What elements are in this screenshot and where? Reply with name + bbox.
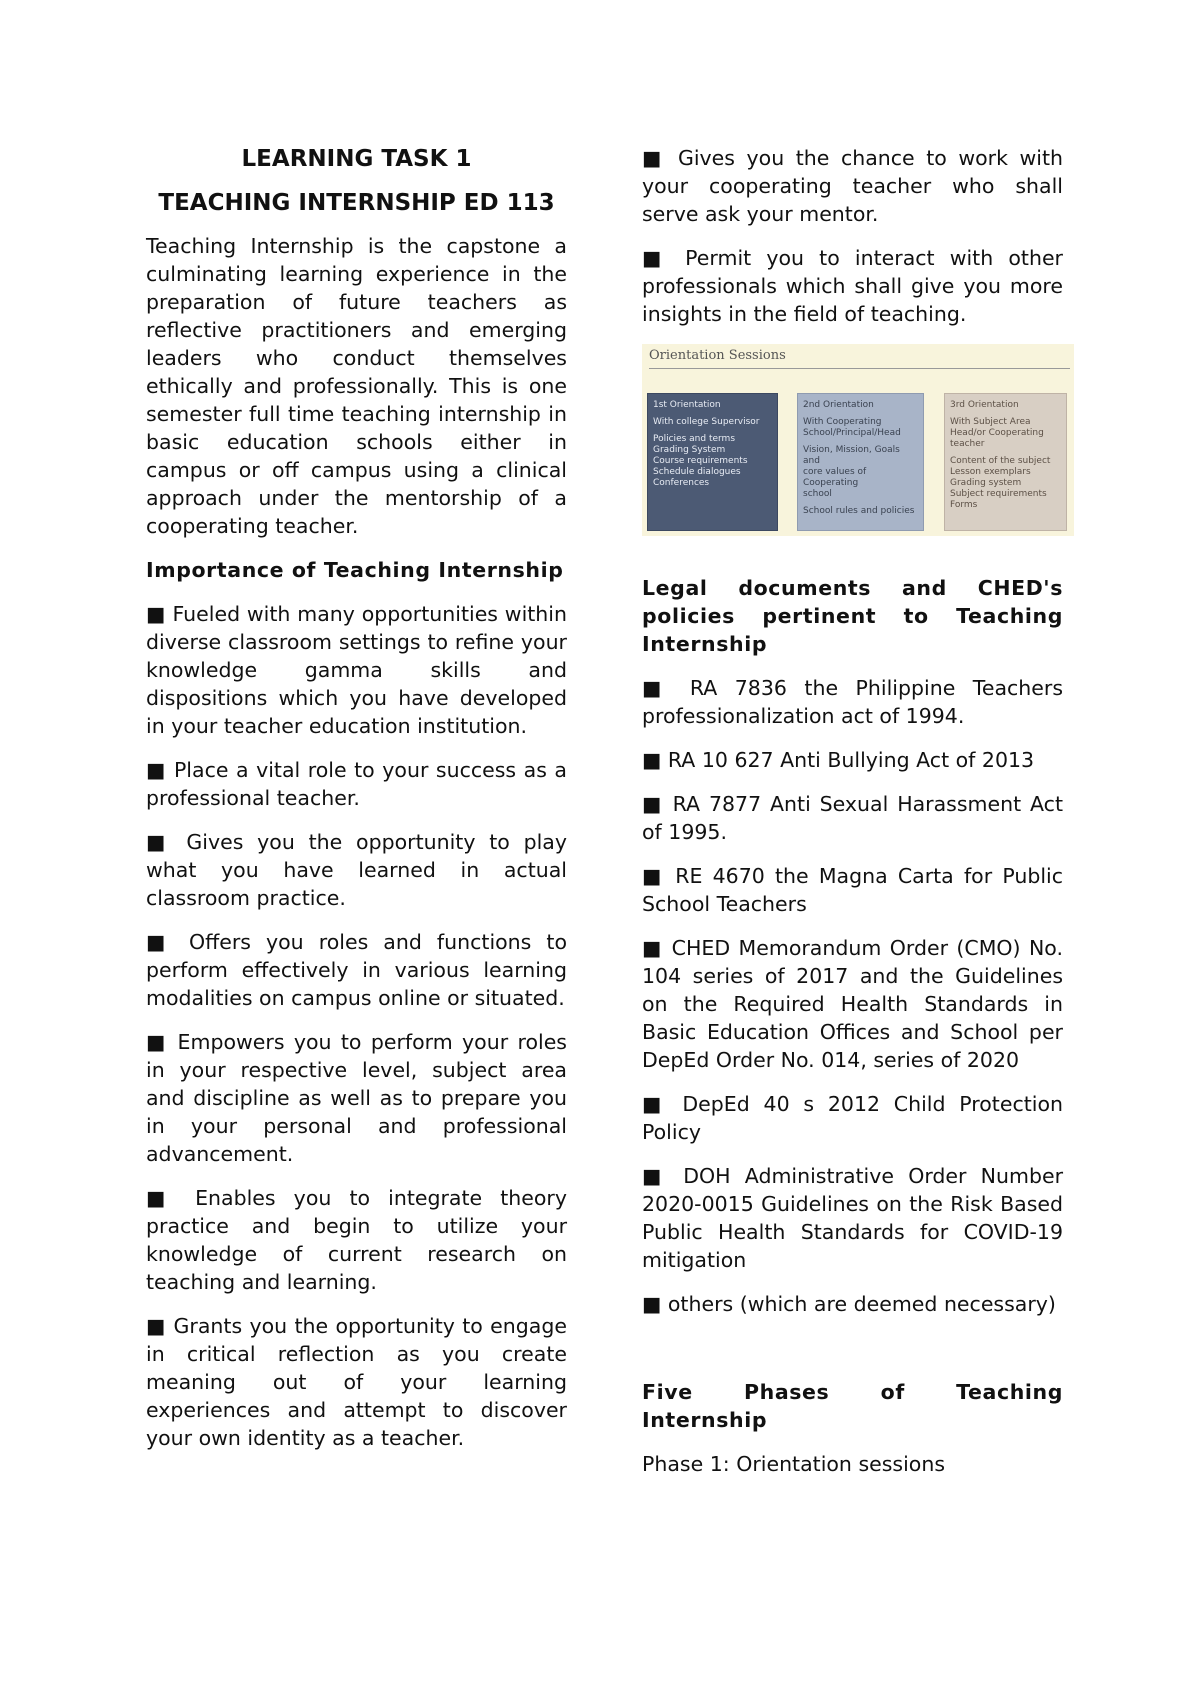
right-column <box>642 144 1063 1494</box>
card-line: Policies and terms <box>653 434 736 444</box>
course-title: TEACHING INTERNSHIP ED 113 <box>158 190 555 216</box>
legal-item: ■ RA 10 627 Anti Bullying Act of 2013 <box>642 748 1035 772</box>
legal-item: ■ DepEd 40 s 2012 Child Protection Policy <box>642 1092 1063 1144</box>
orientation-card-2 <box>797 393 924 531</box>
importance-item: ■ Enables you to integrate theory practice and begin to utilize your knowledge of current research on teaching and learning. <box>146 1186 567 1294</box>
phase-item: Phase 1: Orientation sessions <box>642 1452 946 1476</box>
card-line: Forms <box>950 500 978 510</box>
card-line: School/Principal/Head <box>803 428 901 438</box>
card-line: Course requirements <box>653 456 748 466</box>
card-line: Subject requirements <box>950 489 1047 499</box>
card-heading: 3rd Orientation <box>950 400 1019 410</box>
card-line: Grading System <box>653 445 726 455</box>
orientation-card-1 <box>647 393 778 531</box>
importance-item: ■ Offers you roles and functions to perform effectively in various learning modalities on campus online or situated. <box>146 930 567 1010</box>
card-line: Vision, Mission, Goals and <box>803 445 900 466</box>
importance-heading: Importance of Teaching Internship <box>146 558 564 582</box>
card-line: With Subject Area <box>950 417 1031 427</box>
legal-item: ■ RA 7877 Anti Sexual Harassment Act of 1995. <box>642 792 1063 844</box>
card-line: School rules and policies <box>803 506 915 516</box>
card-line: With college Supervisor <box>653 417 760 427</box>
card-line: core values of Cooperating <box>803 467 867 488</box>
importance-item: ■ Permit you to interact with other professionals which shall give you more insights in the field of teaching. <box>642 246 1063 326</box>
legal-item: ■ DOH Administrative Order Number 2020-0015 Guidelines on the Risk Based Public Health Standards for COVID-19 mitigation <box>642 1164 1063 1272</box>
legal-item: ■ RA 7836 the Philippine Teachers professionalization act of 1994. <box>642 676 1063 728</box>
left-column <box>146 144 567 1468</box>
intro-paragraph: Teaching Internship is the capstone a culminating learning experience in the preparation of future teachers as reflective practitioners and emerging leaders who conduct themselves ethically and professionally. This is one semester full time teaching internship in basic education schools either in campus or off campus using a clinical approach under the mentorship of a cooperating teacher. <box>146 234 567 538</box>
five-phases-heading: Five Phases of Teaching Internship <box>642 1380 1063 1432</box>
importance-item: ■ Fueled with many opportunities within diverse classroom settings to refine your knowledge gamma skills and dispositions which you have developed in your teacher education institution. <box>146 602 567 738</box>
card-line: teacher <box>950 439 985 449</box>
card-line: Head/or Cooperating <box>950 428 1044 438</box>
legal-item: ■ RE 4670 the Magna Carta for Public School Teachers <box>642 864 1063 916</box>
importance-item: ■ Place a vital role to your success as a professional teacher. <box>146 758 567 810</box>
card-line: Conferences <box>653 478 710 488</box>
legal-item: ■ others (which are deemed necessary) <box>642 1292 1056 1316</box>
orientation-card-3 <box>944 393 1067 531</box>
card-heading: 2nd Orientation <box>803 400 874 410</box>
card-line: school <box>803 489 832 499</box>
card-line: Schedule dialogues <box>653 467 741 477</box>
section-spacer <box>642 1334 1063 1378</box>
importance-item: ■ Empowers you to perform your roles in your respective level, subject area and discipline as well as to prepare you in your personal and professional advancement. <box>146 1030 567 1166</box>
card-heading: 1st Orientation <box>653 400 721 410</box>
learning-task-title: LEARNING TASK 1 <box>241 146 472 172</box>
figure-title: Orientation Sessions <box>649 348 786 363</box>
card-line: Grading system <box>950 478 1022 488</box>
legal-documents-heading: Legal documents and CHED's policies pertinent to Teaching Internship <box>642 576 1063 656</box>
card-line: Lesson exemplars <box>950 467 1031 477</box>
importance-item: ■ Gives you the chance to work with your cooperating teacher who shall serve ask your mentor. <box>642 146 1063 226</box>
importance-item: ■ Gives you the opportunity to play what you have learned in actual classroom practice. <box>146 830 567 910</box>
card-line: Content of the subject <box>950 456 1051 466</box>
orientation-sessions-figure <box>642 344 1074 536</box>
card-line: With Cooperating <box>803 417 882 427</box>
figure-divider <box>649 368 1070 369</box>
legal-item: ■ CHED Memorandum Order (CMO) No. 104 series of 2017 and the Guidelines on the Required Health Standards in Basic Education Offices and School per DepEd Order No. 014, series of 2020 <box>642 936 1063 1072</box>
importance-item: ■ Grants you the opportunity to engage in critical reflection as you create meaning out of your learning experiences and attempt to discover your own identity as a teacher. <box>146 1314 567 1450</box>
